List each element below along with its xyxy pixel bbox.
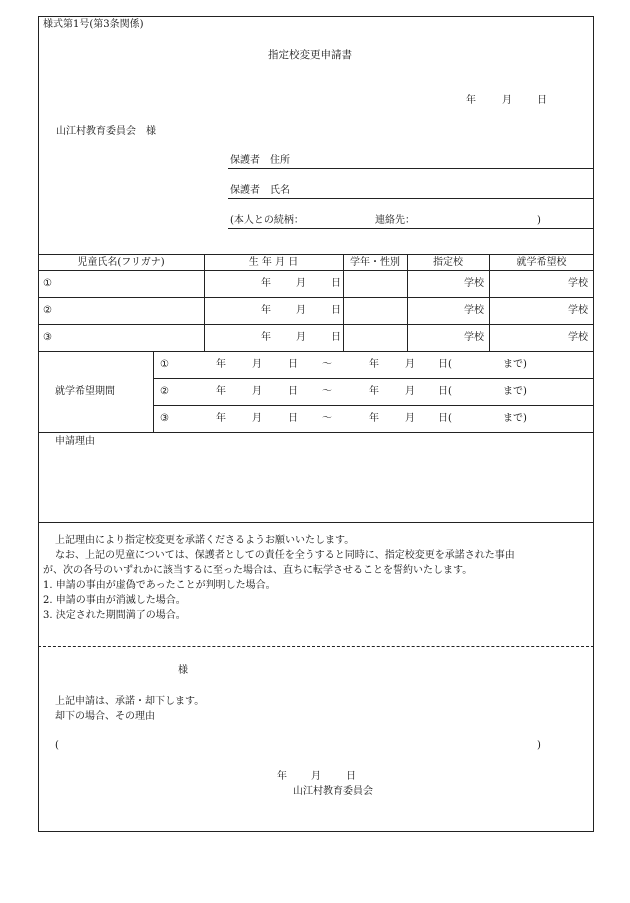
date-year: 年 [466, 95, 476, 106]
table-header-border [38, 270, 594, 271]
guardian-address-field[interactable] [228, 168, 593, 169]
header-grade-gender: 学年・性別 [350, 257, 400, 268]
reply-open-paren: ( [55, 740, 59, 751]
relation-close-paren: ) [537, 215, 541, 226]
range-tilde: 〜 [322, 386, 332, 397]
range-tilde: 〜 [322, 359, 332, 370]
header-designated-school: 指定校 [433, 257, 463, 268]
statement-line-1: 上記理由により指定校変更を承諾くださるようお願いいたします。 [55, 535, 355, 546]
form-frame [38, 16, 594, 832]
table-col-border [204, 254, 205, 351]
start-day: 日 [288, 359, 298, 370]
period-row-border [153, 378, 594, 379]
period-col-border [153, 351, 154, 432]
end-month: 月 [405, 359, 415, 370]
table-top-border [38, 254, 594, 255]
page-title: 指定校変更申請書 [268, 49, 352, 61]
start-month: 月 [252, 359, 262, 370]
statement-item-3: 3. 決定された期間満了の場合。 [43, 610, 186, 621]
addressee: 山江村教育委員会 様 [56, 126, 156, 137]
end-day: 日( [438, 413, 452, 424]
guardian-address-label: 保護者 住所 [230, 155, 290, 166]
statement-item-2: 2. 申請の事由が消滅した場合。 [43, 595, 186, 606]
table-col-border [343, 254, 344, 351]
cut-line [38, 646, 594, 647]
statement-line-2: なお、上記の児童については、保護者としての責任を全うすると同時に、指定校変更を承諾された事由 [55, 550, 515, 561]
contact-label: 連絡先： [375, 215, 415, 226]
table-row-border [38, 324, 594, 325]
relation-contact-field[interactable] [228, 228, 593, 229]
birth-day: 日 [331, 332, 341, 343]
relation-label: (本人との続柄： [230, 215, 304, 226]
birth-day: 日 [331, 278, 341, 289]
start-day: 日 [288, 413, 298, 424]
birth-month: 月 [296, 278, 306, 289]
period-row-number: ③ [160, 413, 169, 424]
start-year: 年 [216, 413, 226, 424]
end-year: 年 [369, 386, 379, 397]
reply-sama: 様 [178, 665, 188, 676]
period-row-number: ② [160, 386, 169, 397]
date-month: 月 [502, 95, 512, 106]
reply-month: 月 [311, 771, 321, 782]
reply-close-paren: ) [537, 740, 541, 751]
period-row-number: ① [160, 359, 169, 370]
designated-school-suffix: 学校 [464, 278, 484, 289]
until-label: まで) [503, 413, 527, 424]
start-day: 日 [288, 386, 298, 397]
desired-school-suffix: 学校 [568, 278, 588, 289]
table-row-border [38, 351, 594, 352]
end-year: 年 [369, 413, 379, 424]
guardian-name-label: 保護者 氏名 [230, 185, 290, 196]
end-year: 年 [369, 359, 379, 370]
desired-school-suffix: 学校 [568, 305, 588, 316]
start-month: 月 [252, 413, 262, 424]
birth-year: 年 [261, 305, 271, 316]
birth-month: 月 [296, 332, 306, 343]
child-row-number: ② [43, 305, 52, 316]
reply-line-1: 上記申請は、承諾・却下します。 [55, 696, 205, 707]
period-bottom-border [38, 432, 594, 433]
form-label: 様式第1号(第3条関係) [43, 19, 144, 30]
desired-school-suffix: 学校 [568, 332, 588, 343]
start-month: 月 [252, 386, 262, 397]
reason-label: 申請理由 [55, 436, 95, 447]
until-label: まで) [503, 359, 527, 370]
range-tilde: 〜 [322, 413, 332, 424]
period-row-border [153, 405, 594, 406]
birth-year: 年 [261, 332, 271, 343]
birth-month: 月 [296, 305, 306, 316]
end-day: 日( [438, 359, 452, 370]
period-label: 就学希望期間 [55, 386, 115, 397]
header-desired-school: 就学希望校 [516, 257, 567, 268]
date-day: 日 [537, 95, 547, 106]
birth-day: 日 [331, 305, 341, 316]
end-month: 月 [405, 413, 415, 424]
table-row-border [38, 297, 594, 298]
start-year: 年 [216, 386, 226, 397]
designated-school-suffix: 学校 [464, 305, 484, 316]
reply-year: 年 [277, 771, 287, 782]
statement-item-1: 1. 申請の事由が虚偽であったことが判明した場合。 [43, 580, 276, 591]
statement-line-3: が、次の各号のいずれかに該当するに至った場合は、直ちに転学させることを誓約いたします。 [43, 565, 473, 576]
reply-line-2: 却下の場合、その理由 [55, 711, 155, 722]
end-day: 日( [438, 386, 452, 397]
header-child-name: 児童氏名(フリガナ) [77, 257, 165, 268]
child-row-number: ① [43, 278, 52, 289]
header-birthdate: 生 年 月 日 [248, 257, 299, 268]
issuer: 山江村教育委員会 [293, 786, 373, 797]
reply-day: 日 [346, 771, 356, 782]
birth-year: 年 [261, 278, 271, 289]
child-row-number: ③ [43, 332, 52, 343]
designated-school-suffix: 学校 [464, 332, 484, 343]
guardian-name-field[interactable] [228, 198, 593, 199]
end-month: 月 [405, 386, 415, 397]
reason-bottom-border [38, 522, 594, 523]
start-year: 年 [216, 359, 226, 370]
until-label: まで) [503, 386, 527, 397]
